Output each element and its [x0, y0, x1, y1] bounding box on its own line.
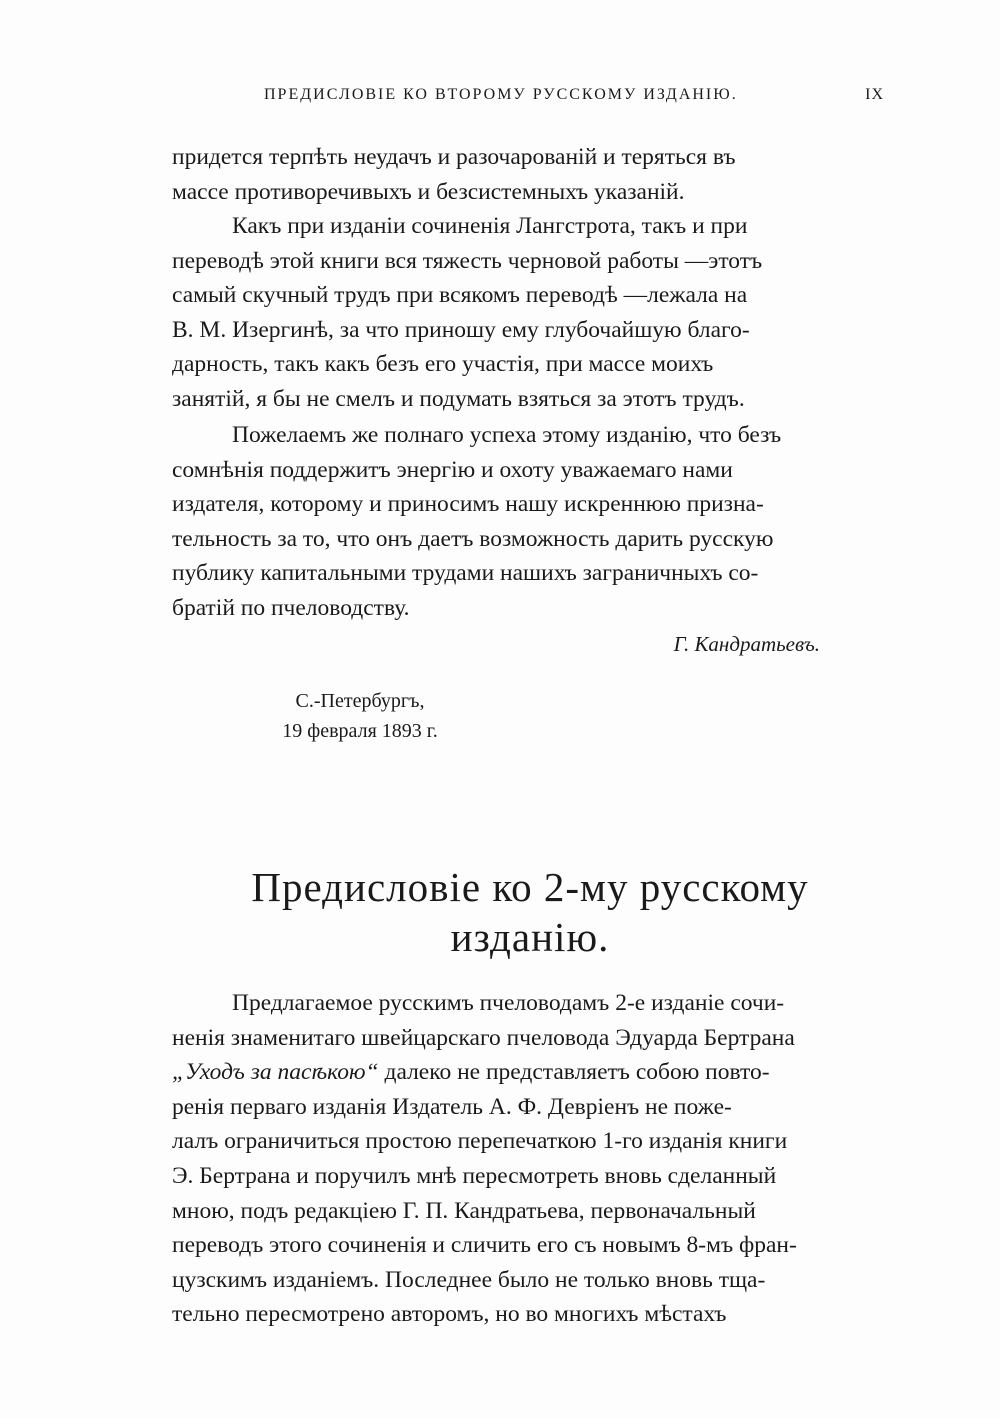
text-line: переводѣ этой книги вся тяжесть черновой работы —этотъ [172, 247, 763, 274]
text-fragment: далеко не представляетъ собою повто- [378, 1059, 770, 1086]
text-line: лалъ ограничиться простою перепечаткою 1-го изданія книги [172, 1128, 788, 1155]
running-title: ПРЕДИСЛОВІЕ КО ВТОРОМУ РУССКОМУ ИЗДАНІЮ. [264, 86, 738, 103]
text-line: придется терпѣть неудачъ и разочарованій и теряться въ [172, 144, 736, 170]
paragraph-translator-thanks [172, 209, 884, 417]
paragraph-publisher-wish [172, 418, 884, 626]
text-line: Э. Бертрана и поручилъ мнѣ пересмотреть вновь сделанный [172, 1162, 777, 1189]
text-line: тельность за то, что онъ даетъ возможность дарить русскую [172, 525, 774, 552]
text-line: ренія перваго изданія Издатель А. Ф. Девріенъ не поже- [172, 1093, 732, 1120]
continuation-text [172, 140, 884, 209]
text-line: В. М. Изергинѣ, за что приношу ему глубочайшую благо- [172, 316, 750, 343]
text-line: издателя, которому и приносимъ нашу искреннюю призна- [172, 491, 764, 518]
book-title: „Уходъ за пасѣкою“ [172, 1059, 379, 1086]
text-line: ненія знаменитаго швейцарскаго пчеловода Эдуарда Бертрана [172, 1024, 795, 1051]
text-line: Какъ при изданіи сочиненія Лангстрота, такъ и при [232, 213, 748, 239]
paragraph-second-edition [172, 986, 884, 1332]
text-line: Пожелаемъ же полнаго успеха этому изданію, что безъ [232, 422, 782, 448]
text-line: занятій, я бы не смелъ и подумать взяться за этотъ трудъ. [172, 385, 745, 412]
author-signature: Г. Кандратьевъ. [673, 632, 820, 656]
text-line: самый скучный трудъ при всякомъ переводѣ —лежала на [172, 282, 748, 309]
text-line: публику капитальными трудами нашихъ заграничныхъ со- [172, 560, 759, 587]
text-line: массе противоречивыхъ и безсистемныхъ указаній. [172, 178, 685, 205]
text-line: переводъ этого сочиненія и сличить его съ новымъ 8-мъ фран- [172, 1232, 797, 1259]
date-line: 19 февраля 1893 г. [282, 720, 438, 742]
running-head [264, 86, 884, 112]
page-number: IX [865, 86, 884, 103]
text-line: мною, подъ редакціею Г. П. Кандратьева, первоначальный [172, 1197, 756, 1224]
section-title: Предисловіе ко 2-му русскому изданію. [251, 864, 809, 960]
text-line: Предлагаемое русскимъ пчеловодамъ 2-е изданіе сочи- [232, 990, 785, 1016]
place-and-date [220, 686, 500, 746]
text-line: цузскимъ изданіемъ. Последнее было не только вновь тща- [172, 1266, 766, 1293]
text-line: братій по пчеловодству. [172, 594, 410, 621]
text-line: тельно пересмотрено авторомъ, но во многихъ мѣстахъ [172, 1301, 727, 1328]
text-line: сомнѣнія поддержитъ энергію и охоту уважаемаго нами [172, 456, 733, 483]
place-line: С.-Петербургъ, [295, 690, 425, 712]
text-line: дарность, такъ какъ безъ его участія, при массе моихъ [172, 351, 714, 378]
text-line-with-title [172, 1055, 884, 1090]
